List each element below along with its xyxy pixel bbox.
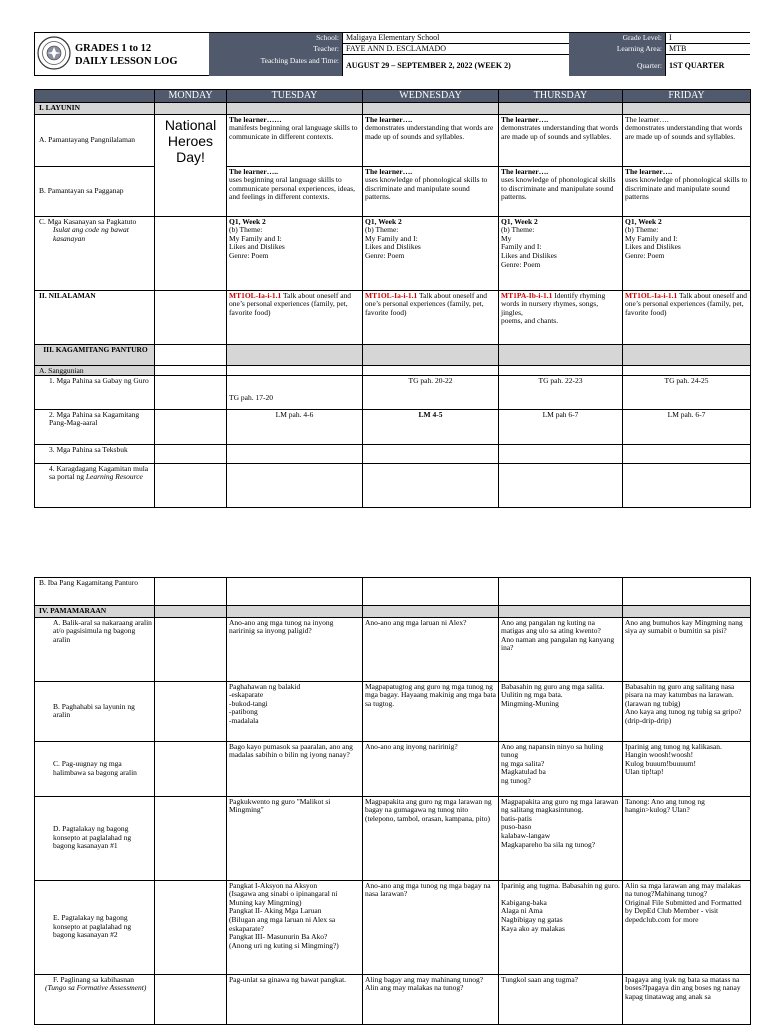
cell-pe-friday: Alin sa mga larawan ang may malakas na tunog?Mahinang tunog? Original File Submitted and Formatted by DepEd Club Member - visit depedclub.com for more	[623, 880, 751, 974]
cell-pb-wednesday: Magpapatugtog ang guro ng mga tunog ng mga bagay. Hayaang makinig ang mga bata sa tugtog.	[363, 681, 499, 741]
label-balik-aral	[35, 617, 155, 681]
section-kagamitang-panturo: III. KAGAMITANG PANTURO	[35, 344, 155, 365]
cell-text: Talk about oneself and one’s personal experiences (family, pet, favorite food)	[229, 290, 352, 317]
competency-code: MT1OL-Ia-i-1.1	[229, 290, 282, 300]
learning-area-label: Learning Area:	[569, 44, 665, 55]
cell-b-friday	[623, 166, 751, 216]
competency-code: MT1OL-Ia-i-1.1	[625, 290, 678, 300]
learner-lead: The learner……	[229, 114, 282, 124]
cell-text: Talk about oneself and one’s personal experiences (family, pet, favorite food)	[365, 290, 488, 317]
cell-a-wednesday	[363, 114, 499, 166]
cell-a-friday: The learner…. demonstrates understanding that words are made up of sounds and syllables.	[623, 114, 751, 166]
teacher-label: Teacher:	[209, 44, 342, 55]
cell-pc-thursday: Ano ang napansin ninyo sa huling tunog ng mga salita? Magkatulad ba ng tunog?	[499, 741, 623, 796]
row-pagtalakay-1	[35, 796, 751, 880]
cell-pe-wednesday: Ano-ano ang mga tunog ng mga bagay na nasa larawan?	[363, 880, 499, 974]
row-gabay-ng-guro	[35, 375, 751, 409]
cell-c-tuesday	[227, 216, 363, 290]
label-text-italic: Learning Resource	[85, 472, 143, 482]
cell-n-friday	[623, 290, 751, 344]
row-nilalaman	[35, 290, 751, 344]
label-note: (Tungo sa Formative Assessment)	[45, 983, 147, 993]
day-monday: MONDAY	[155, 90, 227, 103]
cell-pa-thursday: Ano ang pangalan ng kuting na matigas ang ulo sa ating kwento? Ano naman ang pangalan ng kanyang ina?	[499, 617, 623, 681]
cell-tg-tuesday: TG pah. 17-20	[227, 375, 363, 409]
week-lead: Q1, Week 2	[365, 216, 402, 226]
cell-pc-tuesday: Bago kayo pumasok sa paaralan, ano ang madalas sabihin o bilin ng iyong nanay?	[227, 741, 363, 796]
label-karagdagang-kagamitan	[35, 463, 155, 507]
cell-text: uses knowledge of phonological skills to discriminate and manipulate sound patterns.	[501, 175, 616, 202]
cell-pc-wednesday: Ano-ano ang inyong naririnig?	[363, 741, 499, 796]
section-layunin-row	[35, 103, 751, 115]
lesson-table-bottom	[34, 577, 751, 1025]
label-pamantayang-pangnilalaman: A. Pamantayang Pangnilalaman	[35, 114, 155, 166]
row-karagdagang-kagamitan	[35, 463, 751, 507]
label-text: C. Pag-uugnay ng mga halimbawa sa bagong aralin	[53, 759, 137, 777]
cell-b-wednesday	[363, 166, 499, 216]
row-pagtalakay-2	[35, 880, 751, 974]
cell-n-thursday	[499, 290, 623, 344]
row-pamantayan-sa-pagganap	[35, 166, 751, 216]
lesson-log-header	[34, 32, 750, 76]
deped-seal-icon	[37, 36, 71, 70]
cell-pd-wednesday: Magpapakita ang guro ng mga larawan ng bagay na gumagawa ng tunog nito (telepono, tambol, orasan, kampana, pito)	[363, 796, 499, 880]
cell-text: Talk about oneself and one’s personal experiences (family, pet, favorite food)	[625, 290, 748, 317]
cell-pf-wednesday: Aling bagay ang may mahinang tunog? Alin ang may malakas na tunog?	[363, 974, 499, 1024]
cell-n-wednesday	[363, 290, 499, 344]
label-pag-uugnay	[35, 741, 155, 796]
cell-pa-friday: Ano ang bumuhos kay Mingming nang siya ay sumabit o bumitin sa pisi?	[623, 617, 751, 681]
competency-code: MT1OL-Ia-i-1.1	[365, 290, 418, 300]
cell-text: uses knowledge of phonological skills to discriminate and manipulate sound patterns	[625, 175, 748, 202]
school-label: School:	[209, 33, 342, 44]
cell-pb-tuesday: Paghahawan ng balakid -eskaparate -bukod-tangi -patibong -madalala	[227, 681, 363, 741]
cell-text: demonstrates understanding that words are made up of sounds and syllables.	[365, 123, 494, 141]
title-line-2: DAILY LESSON LOG	[75, 56, 178, 67]
school-value: Maligaya Elementary School	[342, 33, 569, 44]
cell-c-friday	[623, 216, 751, 290]
label-text: B. Paghahabi sa layunin ng aralin	[53, 701, 135, 720]
cell-pb-thursday: Babasahin ng guro ang mga salita. Uulitin ng mga bata. Mingming-Muning	[499, 681, 623, 741]
label-text: D. Pagtalakay ng bagong konsepto at paglalahad ng bagong kasanayan #1	[53, 824, 132, 851]
holiday-note: National Heroes Day!	[155, 114, 227, 216]
cell-pd-friday: Tanong: Ano ang tunog ng hangin>kulog? Ulan?	[623, 796, 751, 880]
cell-tg-wednesday: TG pah. 20-22	[363, 375, 499, 409]
learner-lead: The learner….	[501, 114, 549, 124]
cell-pa-wednesday: Ano-ano ang mga laruan ni Alex?	[363, 617, 499, 681]
row-pag-uugnay	[35, 741, 751, 796]
cell-a-tuesday	[227, 114, 363, 166]
label-kagamitang-pang-mag-aaral	[35, 409, 155, 444]
week-lead: Q1, Week 2	[625, 216, 662, 226]
lesson-table-top	[34, 89, 751, 508]
cell-pf-thursday: Tungkol saan ang tugma?	[499, 974, 623, 1024]
label-text: 1. Mga Pahina sa Gabay ng Guro	[49, 375, 149, 385]
row-iba-pang-kagamitan	[35, 578, 751, 606]
label-paghahabi	[35, 681, 155, 741]
grade-level-value: I	[665, 33, 750, 44]
cell-text: manifests beginning oral language skills to communicate in different contexts.	[229, 123, 358, 141]
dates-value: AUGUST 29 – SEPTEMBER 2, 2022 (WEEK 2)	[342, 55, 569, 76]
week-lead: Q1, Week 2	[501, 216, 538, 226]
cell-c-wednesday	[363, 216, 499, 290]
section-pamamaraan: IV. PAMAMARAAN	[35, 606, 155, 618]
label-text-main: 4. Karagdagang Kagamitan mula sa portal ng	[49, 463, 149, 482]
section-nilalaman: II. NILALAMAN	[35, 290, 155, 344]
label-paglinang	[35, 974, 155, 1024]
cell-lm-friday: LM pah. 6-7	[623, 409, 751, 444]
cell-pf-tuesday: Pag-unlat sa ginawa ng bawat pangkat.	[227, 974, 363, 1024]
cell-text: (b) Theme: My Family and I: Likes and Dislikes Genre: Poem	[501, 225, 557, 269]
label-text	[39, 465, 152, 482]
row-paghahabi	[35, 681, 751, 741]
cell-text: Identify rhyming words in nursery rhymes, songs, jingles, poems, and chants.	[501, 290, 606, 326]
cell-pa-tuesday: Ano-ano ang mga tunog na inyong naririnig sa inyong paligid?	[227, 617, 363, 681]
row-pamantayang-pangnilalaman	[35, 114, 751, 166]
quarter-label: Quarter:	[569, 55, 665, 76]
row-sanggunian	[35, 365, 751, 375]
cell-pd-tuesday: Pagkukwento ng guro "Malikot si Mingming"	[227, 796, 363, 880]
cell-text: uses beginning oral language skills to communicate personal experiences, ideas, and feelings in different contexts.	[229, 175, 355, 202]
dates-label: Teaching Dates and Time:	[209, 55, 342, 76]
cell-text: (b) Theme: My Family and I: Likes and Dislikes Genre: Poem	[229, 225, 285, 260]
learning-area-value: MTB	[665, 44, 750, 55]
cell-c-monday	[155, 216, 227, 290]
cell-pd-thursday: Magpapakita ang guro ng mga larawan ng salitang magkasintunog. batis-patis puso-baso kalabaw-langaw Magkapareho ba sila ng tunog?	[499, 796, 623, 880]
learner-lead: The learner…..	[229, 166, 278, 176]
day-wednesday: WEDNESDAY	[363, 90, 499, 103]
section-layunin: I. LAYUNIN	[35, 103, 155, 115]
label-text: F. Paglinang sa kabihasnan	[53, 974, 135, 984]
cell-pe-tuesday: Pangkat I-Aksyon na Aksyon (Isagawa ang sinabi o ipinangaral ni Muning kay Mingming) Pangkat II- Aking Mga Laruan (Bilugan ang mga laruan ni Alex sa eskaparate? Pangkat III- Masunurin Ba Ako? (Anong uri ng kuting si Mingming?)	[227, 880, 363, 974]
cell-text: (b) Theme: My Family and I: Likes and Dislikes Genre: Poem	[625, 225, 681, 260]
day-header-row	[35, 90, 751, 103]
cell-c-thursday	[499, 216, 623, 290]
label-pagtalakay-1	[35, 796, 155, 880]
label-teksbuk	[35, 444, 155, 463]
label-note: Isulat ang code ng bawat kasanayan	[53, 225, 129, 243]
day-friday: FRIDAY	[623, 90, 751, 103]
cell-pe-thursday: Iparinig ang tugma. Babasahin ng guro. Kabigang-baka Alaga ni Ama Nagbibigay ng gatas Kaya ako ay malakas	[499, 880, 623, 974]
row-balik-aral	[35, 617, 751, 681]
page-title	[75, 42, 178, 68]
cell-lm-tuesday: LM pah. 4-6	[227, 409, 363, 444]
row-kagamitang-pang-mag-aaral	[35, 409, 751, 444]
row-paglinang	[35, 974, 751, 1024]
row-kasanayan	[35, 216, 751, 290]
week-lead: Q1, Week 2	[229, 216, 266, 226]
section-kagamitang-row	[35, 344, 751, 365]
cell-lm-wednesday: LM 4-5	[363, 409, 499, 444]
quarter-value: 1ST QUARTER	[665, 55, 750, 76]
day-tuesday: TUESDAY	[227, 90, 363, 103]
label-text: A. Balik-aral sa nakaraang aralin at/o pagsisimula ng bagong aralin	[53, 617, 152, 644]
cell-tg-friday: TG pah. 24-25	[623, 375, 751, 409]
grade-level-label: Grade Level:	[569, 33, 665, 44]
label-sanggunian: A. Sanggunian	[35, 365, 155, 375]
learner-lead: The learner….	[501, 166, 549, 176]
learner-lead: The learner….	[365, 166, 413, 176]
header-info-grid	[209, 33, 750, 76]
title-line-1: GRADES 1 to 12	[75, 43, 152, 54]
competency-code: MT1PA-Ib-i-1.1	[501, 290, 553, 300]
cell-pf-friday: Ipagaya ang iyak ng bata sa matass na boses?Ipagaya din ang boses ng nanay kapag tinatawag ang anak sa	[623, 974, 751, 1024]
cell-pc-friday: Iparinig ang tunog ng kalikasan. Hangin woosh!woosh! Kulog buuum!buuuum! Ulan tip!tap!	[623, 741, 751, 796]
section-pamamaraan-row	[35, 606, 751, 618]
cell-n-monday	[155, 290, 227, 344]
cell-text: demonstrates understanding that words are made up of sounds and syllables.	[501, 123, 619, 141]
day-thursday: THURSDAY	[499, 90, 623, 103]
teacher-value: FAYE ANN D. ESCLAMADO	[342, 44, 569, 55]
cell-text: uses knowledge of phonological skills to discriminate and manipulate sound patterns.	[365, 175, 488, 202]
label-text: C. Mga Kasanayan sa Pagkatuto	[39, 216, 137, 226]
label-pamantayan-sa-pagganap: B. Pamantayan sa Pagganap	[35, 166, 155, 216]
label-text: 3. Mga Pahina sa Teksbuk	[49, 444, 128, 454]
cell-b-tuesday	[227, 166, 363, 216]
row-teksbuk	[35, 444, 751, 463]
label-text: E. Pagtalakay ng bagong konsepto at paglalahad ng bagong kasanayan #2	[53, 913, 132, 940]
cell-pb-friday: Babasahin ng guro ang salitang nasa pisara na may katumbas na larawan. (larawan ng tubig) Ano kaya ang tunog ng tubig sa gripo?(drip-drip-drip)	[623, 681, 751, 741]
cell-a-thursday	[499, 114, 623, 166]
label-kasanayan	[35, 216, 155, 290]
corner-cell	[35, 90, 155, 103]
label-pagtalakay-2	[35, 880, 155, 974]
cell-text: (b) Theme: My Family and I: Likes and Dislikes Genre: Poem	[365, 225, 421, 260]
label-gabay-ng-guro	[35, 375, 155, 409]
cell-n-tuesday	[227, 290, 363, 344]
label-text: 2. Mga Pahina sa Kagamitang Pang-Mag-aaral	[49, 409, 140, 428]
cell-b-thursday	[499, 166, 623, 216]
label-iba-pang-kagamitan: B. Iba Pang Kagamitang Panturo	[35, 578, 155, 606]
learner-lead: The learner….	[625, 166, 673, 176]
cell-lm-thursday: LM pah 6-7	[499, 409, 623, 444]
learner-lead: The learner….	[365, 114, 413, 124]
cell-tg-thursday: TG pah. 22-23	[499, 375, 623, 409]
